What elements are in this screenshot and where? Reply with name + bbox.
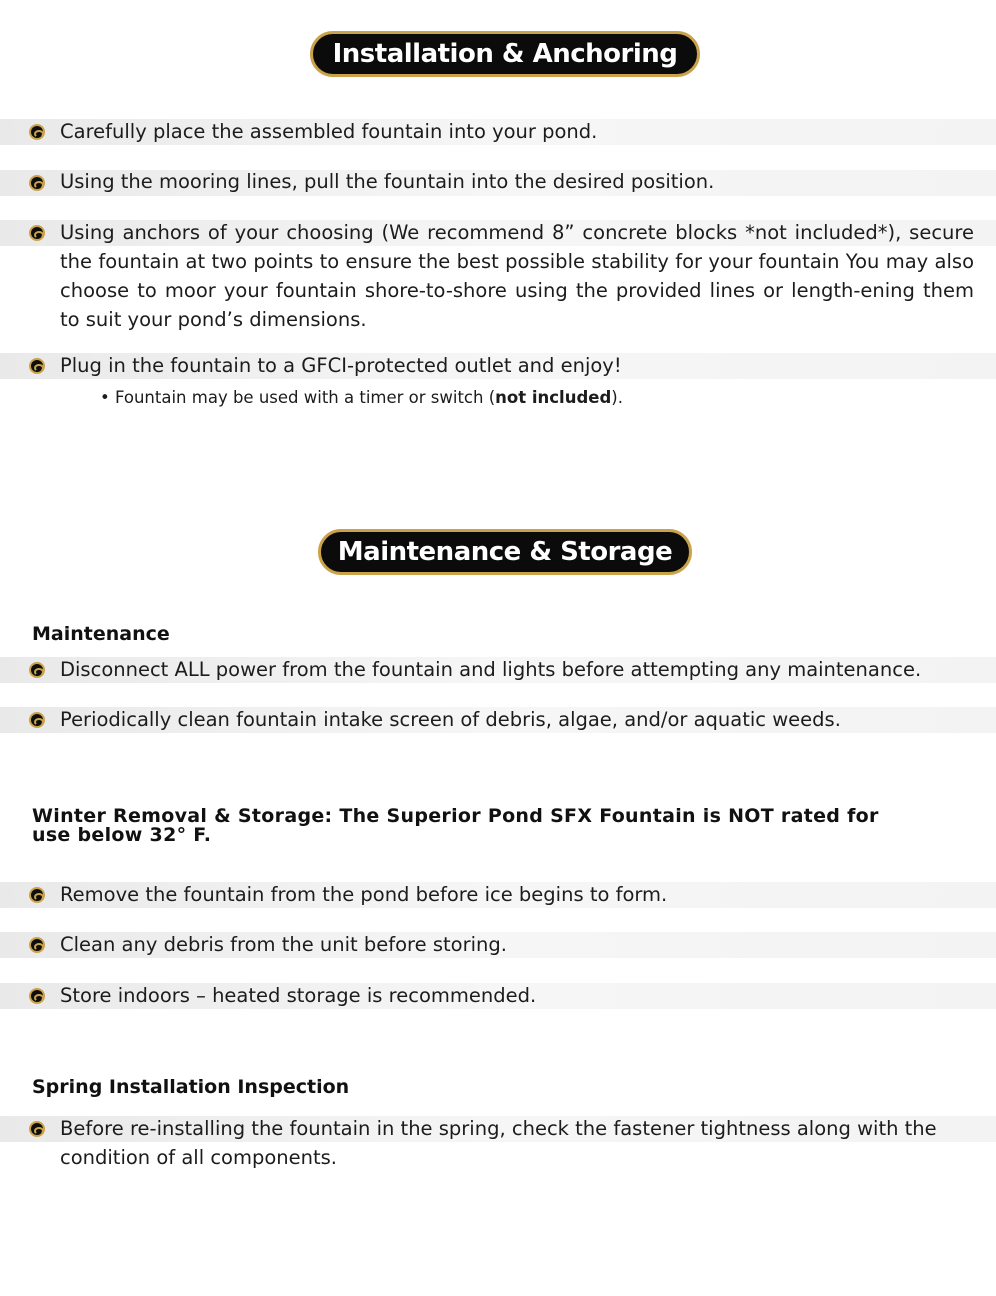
logo-bullet-icon (29, 662, 45, 678)
list-item: Disconnect ALL power from the fountain and lights before attempting any maintenance. (60, 658, 922, 681)
list-item: Using the mooring lines, pull the fountain into the desired position. (60, 170, 715, 193)
logo-bullet-icon (29, 988, 45, 1004)
maintenance-heading: Maintenance (32, 623, 170, 645)
list-item: Periodically clean fountain intake screen of debris, algae, and/or aquatic weeds. (60, 708, 841, 731)
logo-bullet-icon (29, 225, 45, 241)
winter-heading: Winter Removal & Storage: The Superior Pond SFX Fountain is NOT rated for use below 32° F. (32, 805, 879, 846)
logo-bullet-icon (29, 124, 45, 140)
section-title-maintenance: Maintenance & Storage (318, 529, 692, 575)
list-item: Before re-installing the fountain in the spring, check the fastener tightness along with the condition of all components. (60, 1117, 937, 1169)
section-title-installation: Installation & Anchoring (310, 31, 700, 77)
logo-bullet-icon (29, 1121, 45, 1137)
logo-bullet-icon (29, 175, 45, 191)
list-item: Clean any debris from the unit before storing. (60, 933, 507, 956)
logo-bullet-icon (29, 887, 45, 903)
timer-note: • Fountain may be used with a timer or switch (not included). (100, 388, 623, 407)
spring-heading: Spring Installation Inspection (32, 1076, 350, 1098)
list-item: Using anchors of your choosing (We recommend 8” concrete blocks *not included*), secure the fountain at two points to ensure the best possible stability for your fountain You may also choose to moor your fountain shore-to-shore using the provided lines or length-ening them to suit your pond’s dimensions. (60, 221, 974, 331)
logo-bullet-icon (29, 358, 45, 374)
logo-bullet-icon (29, 712, 45, 728)
logo-bullet-icon (29, 937, 45, 953)
list-item: Carefully place the assembled fountain into your pond. (60, 120, 598, 143)
list-item: Remove the fountain from the pond before ice begins to form. (60, 883, 668, 906)
list-item: Plug in the fountain to a GFCI-protected outlet and enjoy! (60, 354, 622, 377)
list-item: Store indoors – heated storage is recommended. (60, 984, 537, 1007)
